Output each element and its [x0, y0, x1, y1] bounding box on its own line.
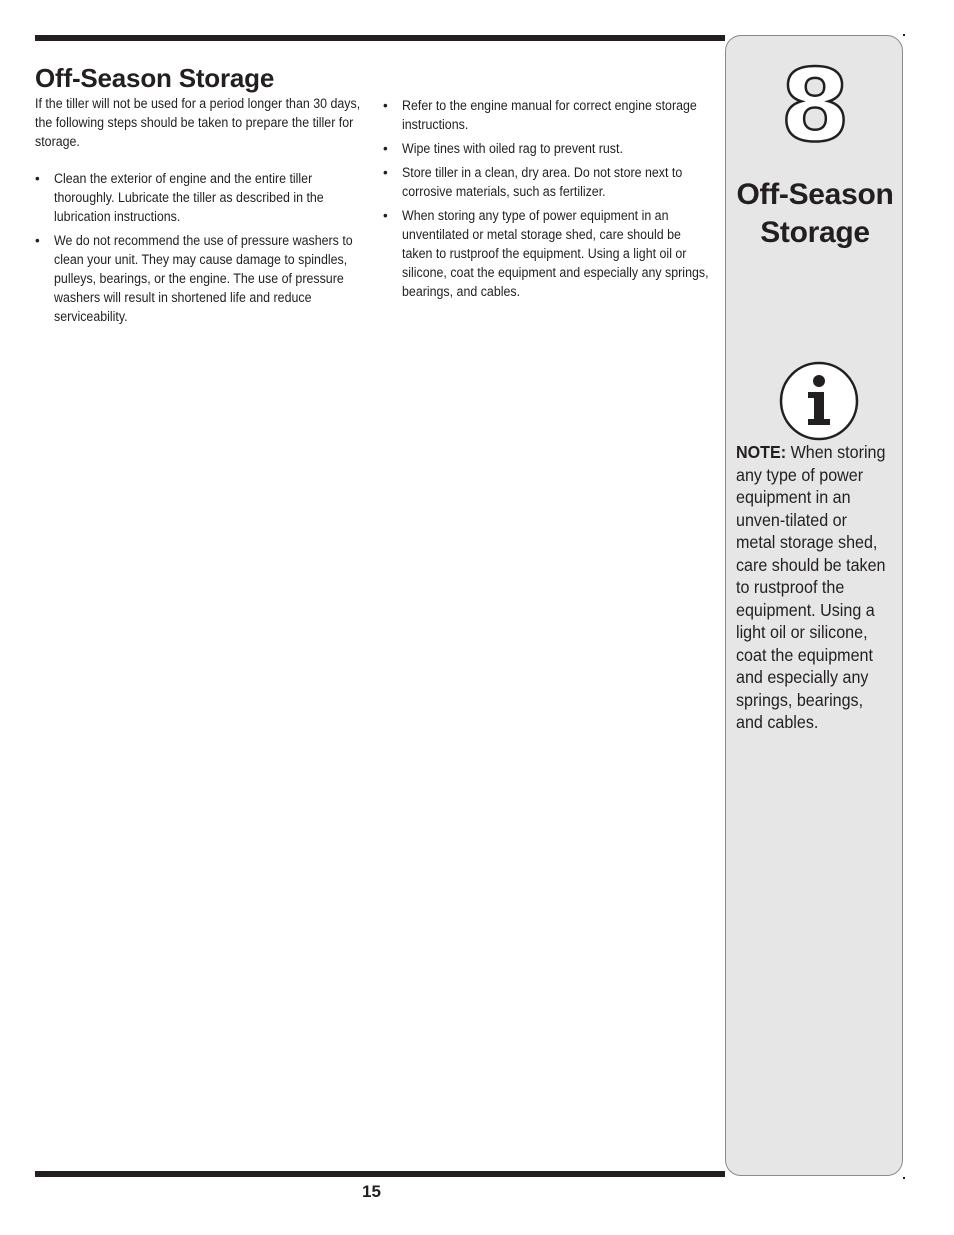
- crop-mark: [903, 1177, 905, 1179]
- bullet-icon: •: [383, 98, 388, 113]
- list-item: [383, 206, 715, 301]
- note-text: [736, 441, 888, 734]
- list-item-text: Wipe tines with oiled rag to prevent rust.: [402, 141, 623, 156]
- bullet-icon: •: [383, 141, 388, 156]
- sidebar-title: [726, 176, 904, 252]
- left-column: [35, 62, 370, 331]
- sidebar-title-line2: Storage: [760, 216, 870, 249]
- list-item: [383, 139, 715, 158]
- left-bullet-list: [35, 169, 370, 326]
- list-item: [383, 96, 715, 134]
- list-item-text: We do not recommend the use of pressure washers to clean your unit. They may cause damage to spindles, pulleys, bearings, or the engine. The use of pressure washers will result in shortened life and reduce serviceability.: [54, 233, 353, 324]
- bottom-rule: [35, 1171, 725, 1177]
- bullet-icon: •: [35, 171, 40, 186]
- right-bullet-list: [383, 96, 715, 301]
- chapter-number: 8: [780, 47, 850, 164]
- list-item-text: Clean the exterior of engine and the entire tiller thoroughly. Lubricate the tiller as described in the lubrication instructions.: [54, 171, 324, 224]
- intro-paragraph: If the tiller will not be used for a period longer than 30 days, the following steps should be taken to prepare the tiller for storage.: [35, 96, 361, 149]
- list-item: [383, 163, 715, 201]
- chapter-sidebar: [725, 35, 903, 1176]
- bullet-icon: •: [383, 208, 388, 223]
- right-column: [383, 96, 715, 306]
- info-icon: [778, 360, 860, 442]
- crop-mark: [903, 34, 905, 36]
- note-label: NOTE:: [736, 442, 787, 462]
- list-item-text: Store tiller in a clean, dry area. Do not store next to corrosive materials, such as fertilizer.: [402, 165, 683, 199]
- section-title: Off-Season Storage: [35, 63, 275, 93]
- bullet-icon: •: [383, 165, 388, 180]
- list-item: [35, 231, 370, 326]
- bullet-icon: •: [35, 233, 40, 248]
- note-body: When storing any type of power equipment in an unven-tilated or metal storage shed, care should be taken to rustproof the equipment. Using a light oil or silicone, coat the equipment and especially any springs, bearings, and cables.: [736, 442, 886, 732]
- list-item-text: Refer to the engine manual for correct engine storage instructions.: [402, 98, 697, 132]
- list-item: [35, 169, 370, 226]
- top-rule: [35, 35, 725, 41]
- sidebar-title-line1: Off-Season: [736, 178, 894, 211]
- list-item-text: When storing any type of power equipment in an unventilated or metal storage shed, care should be taken to rustproof the equipment. Using a light oil or silicone, coat the equipment and especially any springs, bearings, and cables.: [402, 208, 709, 299]
- page-number: 15: [362, 1182, 381, 1201]
